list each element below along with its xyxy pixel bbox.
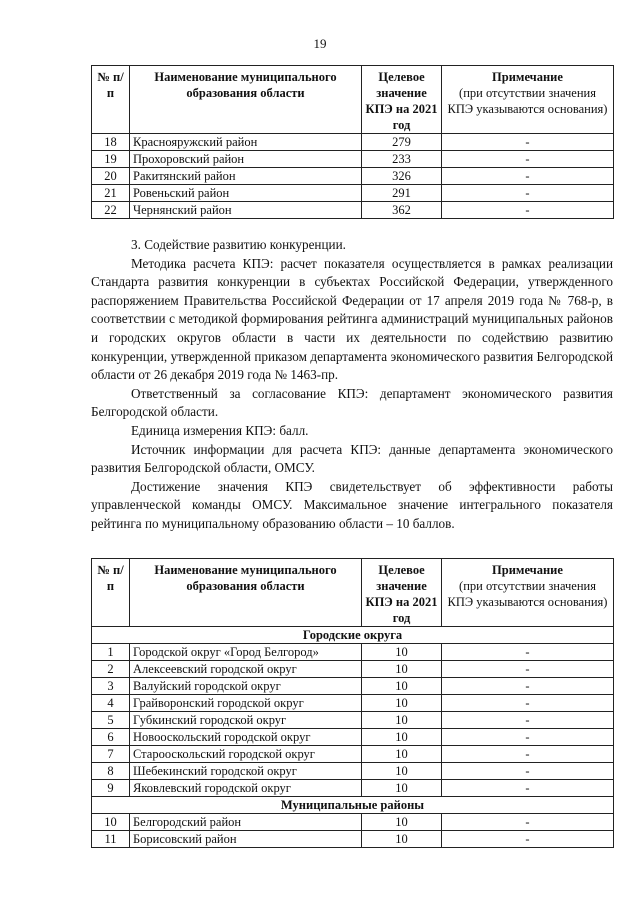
row-note: - [442,168,614,185]
header-note [442,66,614,134]
header-name: Наименование муниципального образования области [130,66,362,134]
row-name: Валуйский городской округ [130,678,362,695]
methodology-paragraph: Методика расчета КПЭ: расчет показателя осуществляется в рамках реализации Стандарта развития конкуренции в субъектах Российской Федерации, утвержденного распоряжением Правительства Российской Федерации от 17 апреля 2019 года № 768-р, в соответствии с методикой формирования рейтинга администраций муниципальных районов и городских округов области в части их деятельности по содействию развитию конкуренции, утвержденной приказом департамента экономического развития Белгородской области от 26 декабря 2019 года № 1463-пр. [91,255,613,383]
row-note: - [442,831,614,848]
row-number: 3 [92,678,130,695]
row-number: 2 [92,661,130,678]
table-row [92,831,614,848]
row-note: - [442,746,614,763]
row-number: 7 [92,746,130,763]
row-number: 21 [92,185,130,202]
row-name: Белгородский район [130,814,362,831]
row-number: 11 [92,831,130,848]
header-target: Целевое значение КПЭ на 2021 год [362,559,442,627]
row-value: 10 [362,780,442,797]
row-name: Грайворонский городской округ [130,695,362,712]
responsible-paragraph: Ответственный за согласование КПЭ: департамент экономического развития Белгородской области. [91,385,613,420]
table-row [92,712,614,729]
row-note: - [442,678,614,695]
row-value: 10 [362,729,442,746]
row-value: 326 [362,168,442,185]
page-number: 19 [313,36,327,51]
achievement-paragraph: Достижение значения КПЭ свидетельствует об эффективности работы управленческой команды ОМСУ. Максимальное значение интегрального показателя рейтинга по муниципальному образованию области – 10 баллов. [91,478,613,531]
row-number: 9 [92,780,130,797]
row-value: 10 [362,695,442,712]
row-note: - [442,814,614,831]
row-note: - [442,185,614,202]
table2-section2 [92,797,614,814]
row-value: 10 [362,831,442,848]
row-name: Алексеевский городской округ [130,661,362,678]
row-value: 10 [362,763,442,780]
row-note: - [442,712,614,729]
header-note [442,559,614,627]
section-title: Городские округа [92,627,614,644]
table-row [92,644,614,661]
text-block [91,236,613,534]
row-name: Яковлевский городской округ [130,780,362,797]
row-number: 19 [92,151,130,168]
row-value: 10 [362,678,442,695]
row-value: 10 [362,814,442,831]
row-number: 8 [92,763,130,780]
row-name: Новооскольский городской округ [130,729,362,746]
row-number: 5 [92,712,130,729]
header-name: Наименование муниципального образования области [130,559,362,627]
table2-rows2 [92,814,614,848]
row-note: - [442,763,614,780]
row-value: 10 [362,661,442,678]
section-row-city-districts [92,627,614,644]
table-row [92,729,614,746]
row-name: Борисовский район [130,831,362,848]
row-name: Старооскольский городской округ [130,746,362,763]
row-note: - [442,644,614,661]
row-note: - [442,151,614,168]
table-row [92,202,614,219]
row-note: - [442,202,614,219]
row-name: Чернянский район [130,202,362,219]
kpe-table-bottom [91,558,614,848]
row-value: 10 [362,712,442,729]
row-value: 362 [362,202,442,219]
table-row [92,763,614,780]
table2-rows1 [92,644,614,797]
row-value: 10 [362,746,442,763]
table-row [92,185,614,202]
table-row [92,695,614,712]
row-note: - [442,661,614,678]
row-note: - [442,729,614,746]
header-note-title: Примечание [492,563,563,577]
table-row [92,151,614,168]
table-row [92,780,614,797]
header-target: Целевое значение КПЭ на 2021 год [362,66,442,134]
table-row [92,134,614,151]
row-number: 18 [92,134,130,151]
header-note-title: Примечание [492,70,563,84]
row-number: 10 [92,814,130,831]
row-number: 1 [92,644,130,661]
row-name: Городской округ «Город Белгород» [130,644,362,661]
row-name: Прохоровский район [130,151,362,168]
row-note: - [442,695,614,712]
row-number: 4 [92,695,130,712]
row-value: 291 [362,185,442,202]
header-num: № п/п [92,66,130,134]
section-title: Муниципальные районы [92,797,614,814]
table1-body [92,134,614,219]
table-row [92,661,614,678]
table-row [92,746,614,763]
header-num: № п/п [92,559,130,627]
unit-paragraph: Единица измерения КПЭ: балл. [131,422,309,438]
section-heading: 3. Содействие развитию конкуренции. [131,237,346,252]
row-name: Краснояружский район [130,134,362,151]
row-number: 20 [92,168,130,185]
row-note: - [442,134,614,151]
table-row [92,678,614,695]
row-note: - [442,780,614,797]
row-name: Шебекинский городской округ [130,763,362,780]
row-number: 22 [92,202,130,219]
row-value: 10 [362,644,442,661]
source-paragraph: Источник информации для расчета КПЭ: данные департамента экономического развития Белгородской области, ОМСУ. [91,441,613,476]
header-note-sub: (при отсутствии значения КПЭ указываются основания) [447,86,608,116]
row-name: Губкинский городской округ [130,712,362,729]
kpe-table-top [91,65,614,219]
row-value: 233 [362,151,442,168]
row-number: 6 [92,729,130,746]
section-row-municipal-districts [92,797,614,814]
table-row [92,814,614,831]
header-note-sub: (при отсутствии значения КПЭ указываются основания) [447,579,608,609]
table2-body [92,627,614,644]
table-row [92,168,614,185]
row-name: Ровеньский район [130,185,362,202]
row-value: 279 [362,134,442,151]
row-name: Ракитянский район [130,168,362,185]
